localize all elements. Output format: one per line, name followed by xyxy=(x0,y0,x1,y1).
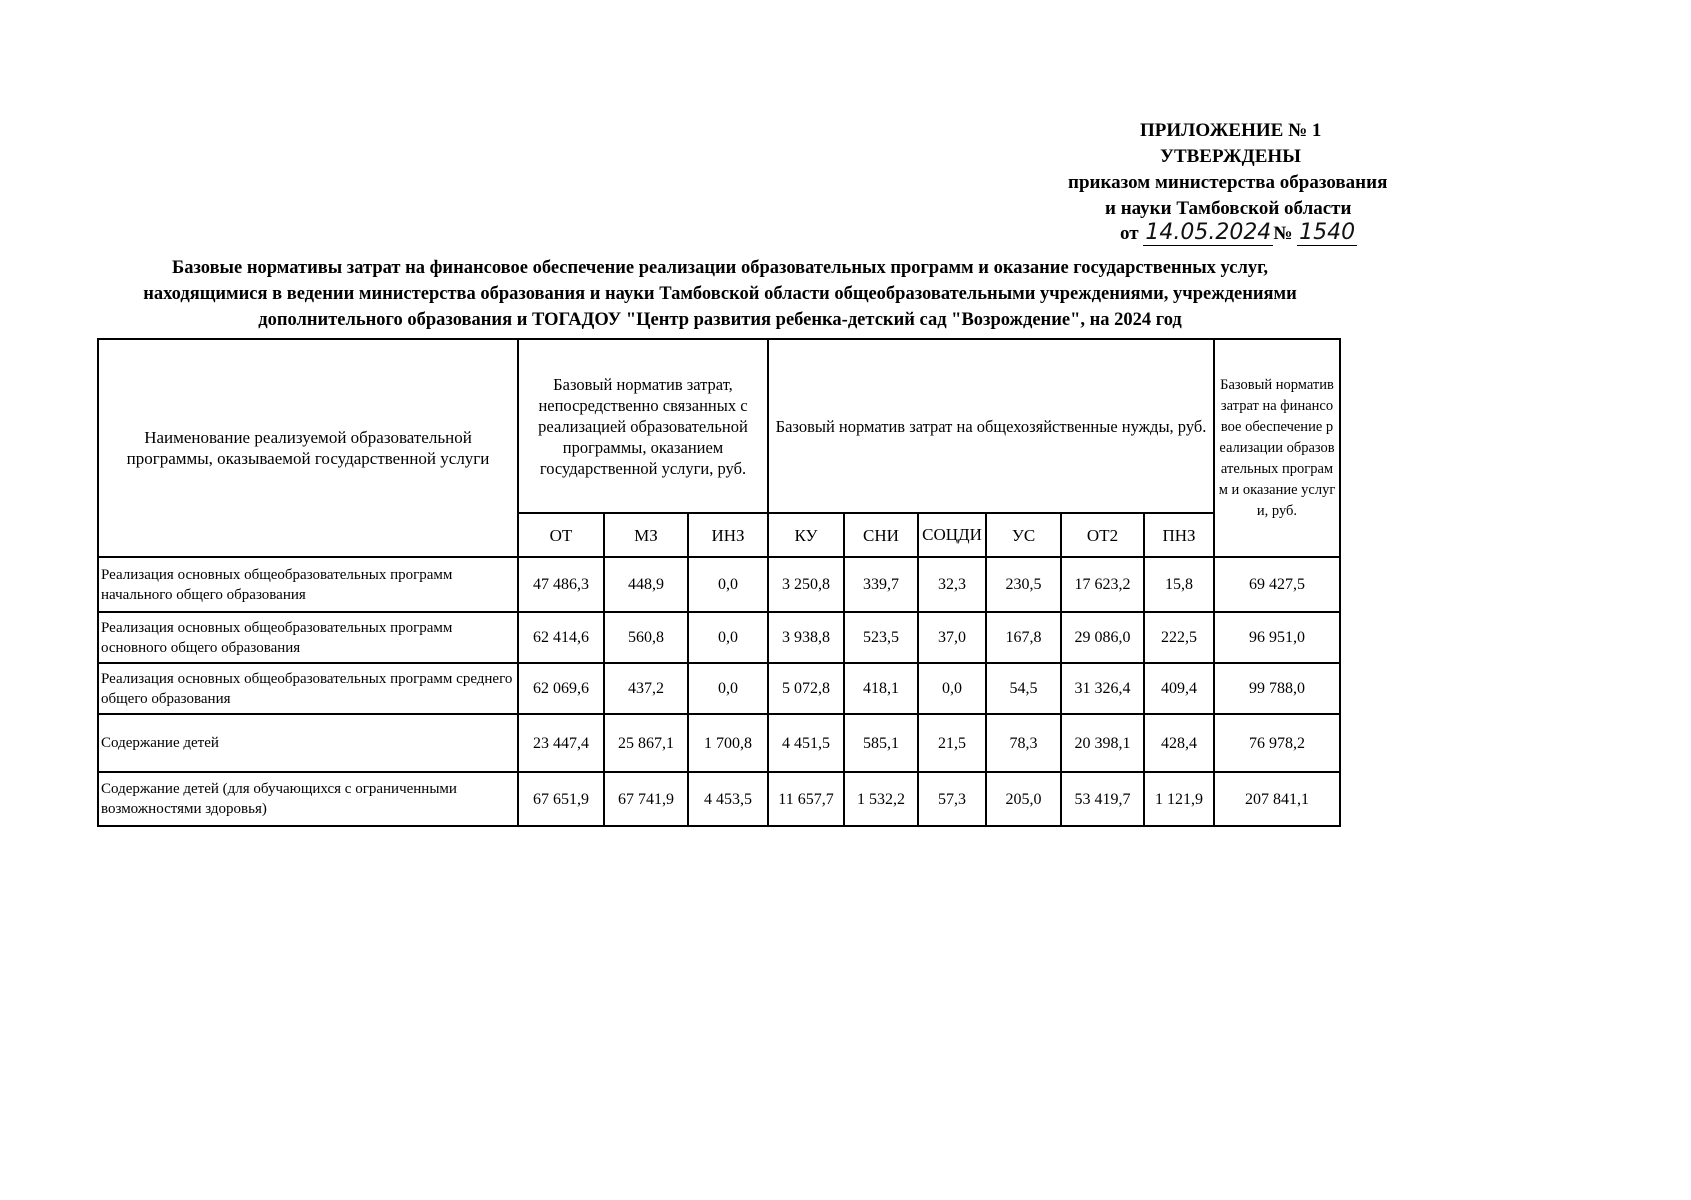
cell-us: 205,0 xyxy=(986,772,1061,826)
cell-inz: 0,0 xyxy=(688,612,768,663)
cell-sni: 339,7 xyxy=(844,557,918,612)
subheader-mz: МЗ xyxy=(604,513,688,557)
cell-ot2: 29 086,0 xyxy=(1061,612,1144,663)
number-prefix: № xyxy=(1273,223,1293,244)
cell-ot2: 31 326,4 xyxy=(1061,663,1144,714)
subheader-ku: КУ xyxy=(768,513,844,557)
cell-inz: 1 700,8 xyxy=(688,714,768,772)
table-row xyxy=(98,557,1340,612)
header-common-costs: Базовый норматив затрат на общехозяйственные нужды, руб. xyxy=(768,339,1214,513)
cell-total: 76 978,2 xyxy=(1214,714,1340,772)
cell-inz: 0,0 xyxy=(688,557,768,612)
cell-mz: 560,8 xyxy=(604,612,688,663)
cell-ot2: 53 419,7 xyxy=(1061,772,1144,826)
table-row xyxy=(98,714,1340,772)
cell-ot: 47 486,3 xyxy=(518,557,604,612)
row-name: Реализация основных общеобразовательных программ начального общего образования xyxy=(98,557,518,612)
cell-total: 99 788,0 xyxy=(1214,663,1340,714)
cell-sni: 585,1 xyxy=(844,714,918,772)
order-date-line xyxy=(1120,220,1357,247)
cell-ot: 67 651,9 xyxy=(518,772,604,826)
cell-us: 78,3 xyxy=(986,714,1061,772)
cell-total: 69 427,5 xyxy=(1214,557,1340,612)
subheader-us: УС xyxy=(986,513,1061,557)
row-name: Содержание детей xyxy=(98,714,518,772)
cell-sni: 418,1 xyxy=(844,663,918,714)
cell-socdi: 32,3 xyxy=(918,557,986,612)
title-line-2: находящимися в ведении министерства образования и науки Тамбовской области общеобразовательными учреждениями, учреждениями xyxy=(143,284,1297,304)
cell-pnz: 1 121,9 xyxy=(1144,772,1214,826)
cell-ot: 62 414,6 xyxy=(518,612,604,663)
row-name: Реализация основных общеобразовательных программ среднего общего образования xyxy=(98,663,518,714)
document-title xyxy=(95,255,1345,333)
table-row xyxy=(98,772,1340,826)
order-line-1: приказом министерства образования xyxy=(1068,172,1388,193)
cell-mz: 448,9 xyxy=(604,557,688,612)
cell-us: 54,5 xyxy=(986,663,1061,714)
header-direct-costs: Базовый норматив затрат, непосредственно связанных с реализацией образовательной программы, оказанием государственной услуги, руб. xyxy=(518,339,768,513)
order-date: 14.05.2024 xyxy=(1145,220,1272,245)
cell-sni: 523,5 xyxy=(844,612,918,663)
appendix-label: ПРИЛОЖЕНИЕ № 1 xyxy=(1140,120,1322,141)
date-prefix: от xyxy=(1120,223,1139,244)
cell-ku: 3 250,8 xyxy=(768,557,844,612)
subheader-ot2: ОТ2 xyxy=(1061,513,1144,557)
cell-socdi: 37,0 xyxy=(918,612,986,663)
cell-sni: 1 532,2 xyxy=(844,772,918,826)
norms-table xyxy=(97,338,1341,827)
cell-pnz: 222,5 xyxy=(1144,612,1214,663)
cell-total: 96 951,0 xyxy=(1214,612,1340,663)
order-line-2: и науки Тамбовской области xyxy=(1105,198,1352,219)
cell-ku: 3 938,8 xyxy=(768,612,844,663)
cell-ot2: 17 623,2 xyxy=(1061,557,1144,612)
subheader-pnz: ПНЗ xyxy=(1144,513,1214,557)
cell-us: 167,8 xyxy=(986,612,1061,663)
title-line-1: Базовые нормативы затрат на финансовое обеспечение реализации образовательных программ и оказание государственных услуг, xyxy=(171,258,1269,278)
cell-inz: 4 453,5 xyxy=(688,772,768,826)
header-program-name: Наименование реализуемой образовательной программы, оказываемой государственной услуги xyxy=(98,339,518,557)
cell-ku: 5 072,8 xyxy=(768,663,844,714)
row-name: Реализация основных общеобразовательных программ основного общего образования xyxy=(98,612,518,663)
title-line-3: дополнительного образования и ТОГАДОУ "Центр развития ребенка-детский сад "Возрождение", на 2024 год xyxy=(258,310,1182,330)
subheader-ot: ОТ xyxy=(518,513,604,557)
order-number: 1540 xyxy=(1299,220,1356,245)
cell-ku: 4 451,5 xyxy=(768,714,844,772)
cell-socdi: 21,5 xyxy=(918,714,986,772)
cell-pnz: 409,4 xyxy=(1144,663,1214,714)
cell-inz: 0,0 xyxy=(688,663,768,714)
cell-us: 230,5 xyxy=(986,557,1061,612)
table-row xyxy=(98,612,1340,663)
cell-mz: 437,2 xyxy=(604,663,688,714)
header-total-norm: Базовый норматив затрат на финансовое обеспечение реализации образовательных программ и оказание услуги, руб. xyxy=(1214,339,1340,557)
table-row xyxy=(98,663,1340,714)
cell-ot: 62 069,6 xyxy=(518,663,604,714)
row-name: Содержание детей (для обучающихся с ограниченными возможностями здоровья) xyxy=(98,772,518,826)
approved-label: УТВЕРЖДЕНЫ xyxy=(1160,146,1301,167)
cell-socdi: 0,0 xyxy=(918,663,986,714)
cell-mz: 67 741,9 xyxy=(604,772,688,826)
subheader-inz: ИНЗ xyxy=(688,513,768,557)
cell-socdi: 57,3 xyxy=(918,772,986,826)
subheader-sni: СНИ xyxy=(844,513,918,557)
cell-pnz: 428,4 xyxy=(1144,714,1214,772)
subheader-socdi: СОЦДИ xyxy=(918,513,986,557)
cell-total: 207 841,1 xyxy=(1214,772,1340,826)
cell-mz: 25 867,1 xyxy=(604,714,688,772)
cell-ot: 23 447,4 xyxy=(518,714,604,772)
cell-ot2: 20 398,1 xyxy=(1061,714,1144,772)
cell-ku: 11 657,7 xyxy=(768,772,844,826)
cell-pnz: 15,8 xyxy=(1144,557,1214,612)
